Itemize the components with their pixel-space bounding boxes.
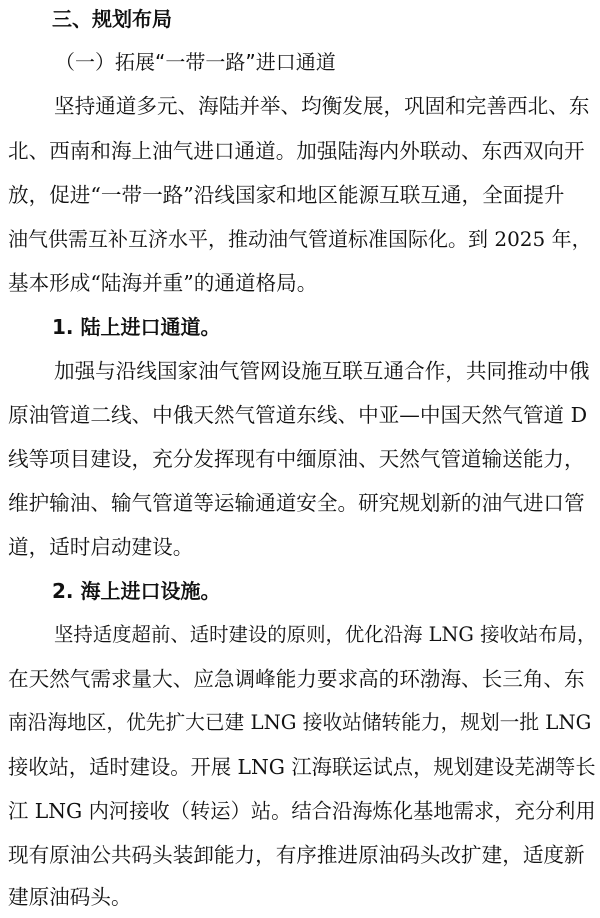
item-heading-land: 1. 陆上进口通道。 <box>52 315 221 339</box>
paragraph-line: 坚持通道多元、海陆并举、均衡发展，巩固和完善西北、东 <box>54 94 590 118</box>
item-heading-sea: 2. 海上进口设施。 <box>52 579 221 603</box>
paragraph-line: 基本形成“陆海并重”的通道格局。 <box>8 271 318 295</box>
paragraph-line: 加强与沿线国家油气管网设施互联互通合作，共同推动中俄 <box>54 359 590 383</box>
paragraph-line: 原油管道二线、中俄天然气管道东线、中亚—中国天然气管道 D <box>8 403 588 427</box>
paragraph-line: 现有原油公共码头装卸能力，有序推进原油码头改扩建，适度新 <box>8 843 585 867</box>
paragraph-line: 接收站，适时建设。开展 LNG 江海联运试点，规划建设芜湖等长 <box>8 755 596 779</box>
paragraph-line: 维护输油、输气管道等运输通道安全。研究规划新的油气进口管 <box>8 491 585 515</box>
paragraph-line: 放，促进“一带一路”沿线国家和地区能源互联互通，全面提升 <box>8 183 565 207</box>
paragraph-line: 坚持适度超前、适时建设的原则，优化沿海 LNG 接收站布局， <box>54 623 597 646</box>
subsection-heading: （一）拓展“一带一路”进口通道 <box>55 50 336 74</box>
paragraph-line: 油气供需互补互济水平，推动油气管道标准国际化。到 2025 年， <box>8 227 592 251</box>
paragraph-line: 线等项目建设，充分发挥现有中缅原油、天然气管道输送能力， <box>8 447 585 471</box>
paragraph-line: 江 LNG 内河接收（转运）站。结合沿海炼化基地需求，充分利用 <box>8 799 596 823</box>
paragraph-line: 南沿海地区，优先扩大已建 LNG 接收站储转能力，规划一批 LNG <box>8 711 592 734</box>
paragraph-line: 在天然气需求量大、应急调峰能力要求高的环渤海、长三角、东 <box>8 667 585 691</box>
paragraph-line: 道，适时启动建设。 <box>8 535 194 559</box>
section-heading: 三、规划布局 <box>52 7 172 31</box>
paragraph-line: 北、西南和海上油气进口通道。加强陆海内外联动、东西双向开 <box>8 139 585 163</box>
paragraph-line: 建原油码头。 <box>8 885 132 909</box>
